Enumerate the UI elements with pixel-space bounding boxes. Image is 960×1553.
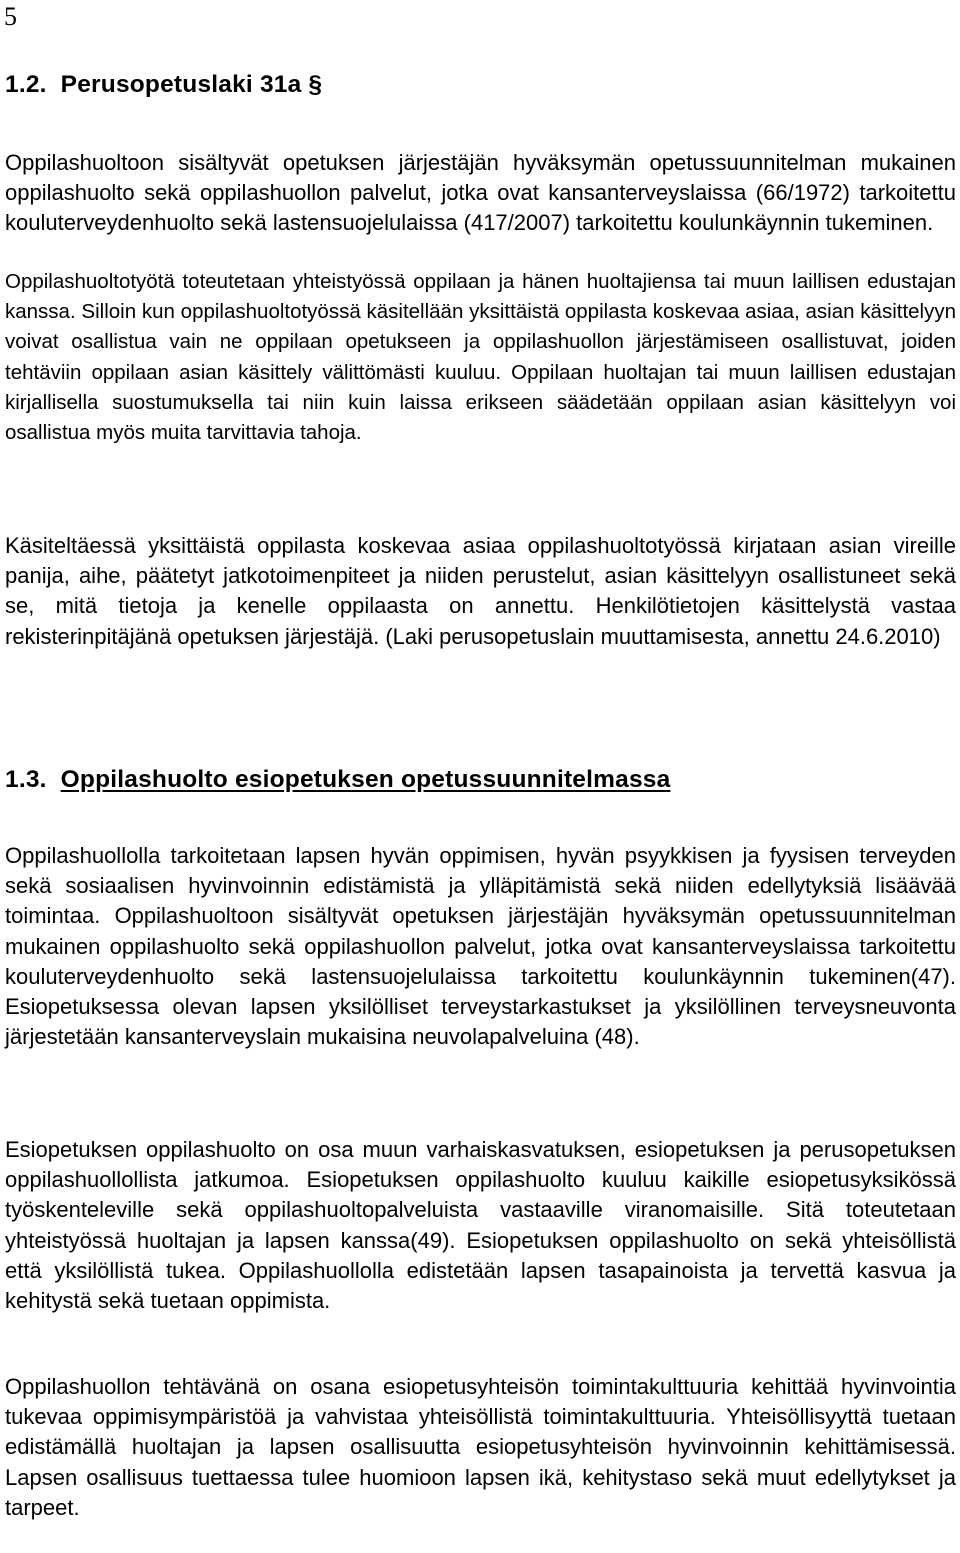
section-heading — [5, 765, 956, 795]
paragraph-1-3-b-block — [5, 1135, 956, 1316]
paragraph-1-3-c-block — [5, 1372, 956, 1523]
paragraph: Oppilashuollolla tarkoitetaan lapsen hyvän oppimisen, hyvän psyykkisen ja fyysisen terveyden sekä sosiaalisen hyvinvoinnin edistämistä ja ylläpitämistä sekä niiden edellytyksiä lisäävää toimintaa. Oppilashuoltoon sisältyvät opetuksen järjestäjän hyväksymän opetussuunnitelman mukainen oppilashuolto sekä oppilashuollon palvelut, jotka ovat kansanterveyslaissa tarkoitettu kouluterveydenhuolto sekä lastensuojelulaissa tarkoitettu koulunkäynnin tukeminen(47). Esiopetuksessa olevan lapsen yksilölliset terveystarkastukset ja yksilöllinen terveysneuvonta järjestetään kansanterveyslain mukaisina neuvolapalveluina (48). — [5, 843, 956, 1050]
paragraph-1-2-a-block — [5, 148, 956, 239]
paragraph-1-2-c-block — [5, 531, 956, 652]
paragraph-1-3-a-block — [5, 841, 956, 1052]
section-1-3 — [5, 765, 956, 795]
paragraph: Oppilashuoltotyötä toteutetaan yhteistyössä oppilaan ja hänen huoltajiensa tai muun laillisen edustajan kanssa. Silloin kun oppilashuoltotyössä käsitellään yksittäistä oppilasta koskevaa asiaa, asian käsittelyyn voivat osallistua vain ne oppilaan opetukseen ja oppilashuollon järjestämiseen osallistuvat, joiden tehtäviin oppilaan asian käsittely välittömästi kuuluu. Oppilaan huoltajan tai muun laillisen edustajan kirjallisella suostumuksella tai niin kuin laissa erikseen säädetään oppilaan asian käsittelyyn voi osallistua myös muita tarvittavia tahoja. — [5, 270, 956, 445]
section-title: Oppilashuolto esiopetuksen opetussuunnitelmassa — [60, 766, 671, 793]
section-number: 1.3. — [5, 766, 47, 793]
paragraph: Oppilashuoltoon sisältyvät opetuksen järjestäjän hyväksymän opetussuunnitelman mukainen oppilashuolto sekä oppilashuollon palvelut, jotka ovat kansanterveyslaissa (66/1972) tarkoitettu kouluterveydenhuolto sekä lastensuojelulaissa (417/2007) tarkoitettu koulunkäynnin tukeminen. — [5, 150, 956, 236]
section-number: 1.2. — [5, 71, 47, 98]
page-number: 5 — [4, 2, 17, 31]
paragraph: Oppilashuollon tehtävänä on osana esiopetusyhteisön toimintakulttuuria kehittää hyvinvointia tukevaa oppimisympäristöä ja vahvistaa yhteisöllistä toimintakulttuuria. Yhteisöllisyyttä tuetaan edistämällä huoltajan ja lapsen osallisuutta esiopetusyhteisön hyvinvoinnin kehittämisessä. Lapsen osallisuus tuettaessa tulee huomioon lapsen ikä, kehitystaso sekä muut edellytykset ja tarpeet. — [5, 1374, 956, 1520]
paragraph: Käsiteltäessä yksittäistä oppilasta koskevaa asiaa oppilashuoltotyössä kirjataan asian vireille panija, aihe, päätetyt jatkotoimenpiteet ja niiden perustelut, asian käsittelyyn osallistuneet sekä se, mitä tietoja ja kenelle oppilaasta on annettu. Henkilötietojen käsittelystä vastaa rekisterinpitäjänä opetuksen järjestäjä. (Laki perusopetuslain muuttamisesta, annettu 24.6.2010) — [5, 533, 956, 649]
section-title: Perusopetuslaki 31a § — [60, 71, 323, 98]
paragraph-1-2-b-block — [5, 267, 956, 448]
paragraph: Esiopetuksen oppilashuolto on osa muun varhaiskasvatuksen, esiopetuksen ja perusopetuksen oppilashuollollista jatkumoa. Esiopetuksen oppilashuolto kuuluu kaikille esiopetusyksikössä työskenteleville sekä oppilashuoltopalveluista vastaaville viranomaisille. Sitä toteutetaan yhteistyössä huoltajan ja lapsen kanssa(49). Esiopetuksen oppilashuolto on sekä yhteisöllistä että yksilöllistä tukea. Oppilashuollolla edistetään lapsen tasapainoista ja tervettä kasvua ja kehitystä sekä tuetaan oppimista. — [5, 1137, 956, 1314]
section-1-2 — [5, 70, 956, 100]
section-heading — [5, 70, 956, 100]
